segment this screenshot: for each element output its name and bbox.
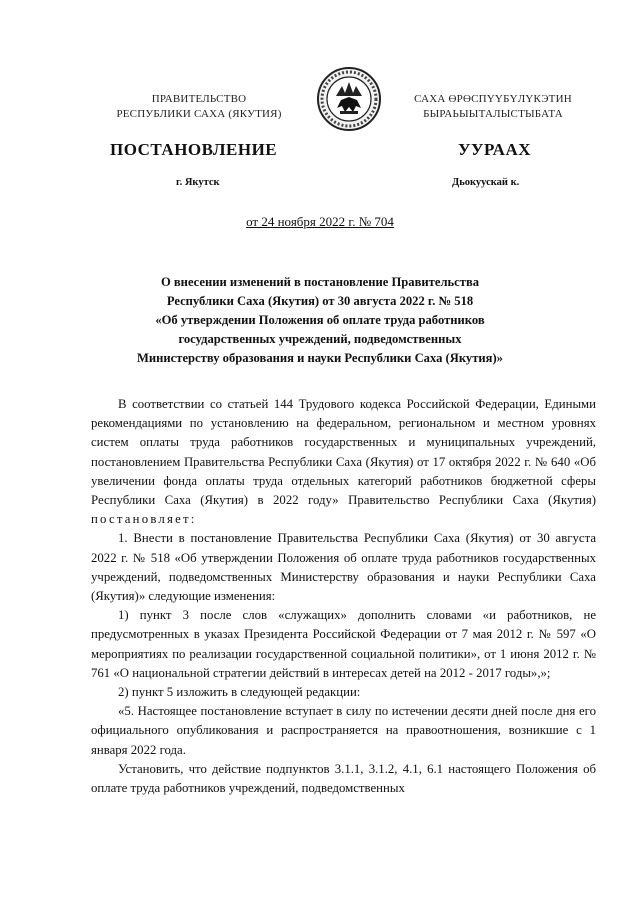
item-1-2-quote: «5. Настоящее постановление вступает в силу по истечении десяти дней после дня его официального опубликования и распространяется на правоотношения, возникшие с 1 января 2022 года. [91,704,596,757]
left-document-type: ПОСТАНОВЛЕНИЕ [110,140,278,159]
right-org-name [390,92,596,122]
item-1-1: 1) пункт 3 после слов «служащих» дополнить словами «и работников, не предусмотренных в указах Президента Российской Федерации от 7 мая 2012 г. № 597 «О мероприятиях по реализации государственной социальной политики», от 1 июня 2012 г. № 761 «О национальной стратегии действий в интересах детей на 2012 - 2017 годы»,»; [91,608,596,680]
item-1-2: 2) пункт 5 изложить в следующей редакции: [118,685,361,700]
right-org-line1: САХА ӨРӨСПҮҮБҮЛҮКЭТИН [414,93,572,105]
document-body [91,395,596,798]
heading-line1: О внесении изменений в постановление Правительства [160,275,480,289]
left-org-line1: ПРАВИТЕЛЬСТВО [151,93,247,105]
item-1-2-quote-continued: Установить, что действие подпунктов 3.1.1, 3.1.2, 4.1, 6.1 настоящего Положения об оплате труда работников учреждений, подведомственных [91,761,596,796]
heading-line4: государственных учреждений, подведомственных [178,332,462,346]
heading-line5: Министерству образования и науки Республики Саха (Якутия)» [137,351,503,365]
heading-line2: Республики Саха (Якутия) от 30 августа 2022 г. № 518 [166,294,474,308]
preamble-text: В соответствии со статьей 144 Трудового кодекса Российской Федерации, Едиными рекомендациями по установлению на федеральном, региональном и местном уровнях систем оплаты труда работников государственных и муниципальных учреждений, постановлением Правительства Республики Саха (Якутия) от 17 октября 2022 г. № 640 «Об увеличении фонда оплаты труда отдельных категорий работников бюджетной сферы Республики Саха (Якутия) в 2022 году» Правительство Республики Саха (Якутия) [91,397,596,508]
left-org-line2: РЕСПУБЛИКИ САХА (ЯКУТИЯ) [116,108,282,120]
right-city: Дьокуускай к. [452,177,520,188]
left-city: г. Якутск [176,177,220,188]
preamble-paragraph [91,395,596,529]
item-1: 1. Внести в постановление Правительства Республики Саха (Якутия) от 30 августа 2022 г. № 518 «Об утверждении Положения об оплате труда работников государственных учреждений, подведомственных Министерству образования и науки Республики Саха (Якутия)» следующие изменения: [91,531,596,604]
left-org-name [96,92,302,122]
decree-word: постановляет: [91,512,197,527]
heading-line3: «Об утверждении Положения об оплате труда работников [155,313,485,327]
emblem [316,66,382,132]
sakha-coat-of-arms-icon [316,66,382,132]
right-org-line2: БЫРАЬЫЫТАЛЫСТЫБАТА [423,108,563,120]
right-document-type: УУРААХ [458,140,531,159]
document-heading [80,273,560,368]
document-date-number: от 24 ноября 2022 г. № 704 [246,214,394,229]
